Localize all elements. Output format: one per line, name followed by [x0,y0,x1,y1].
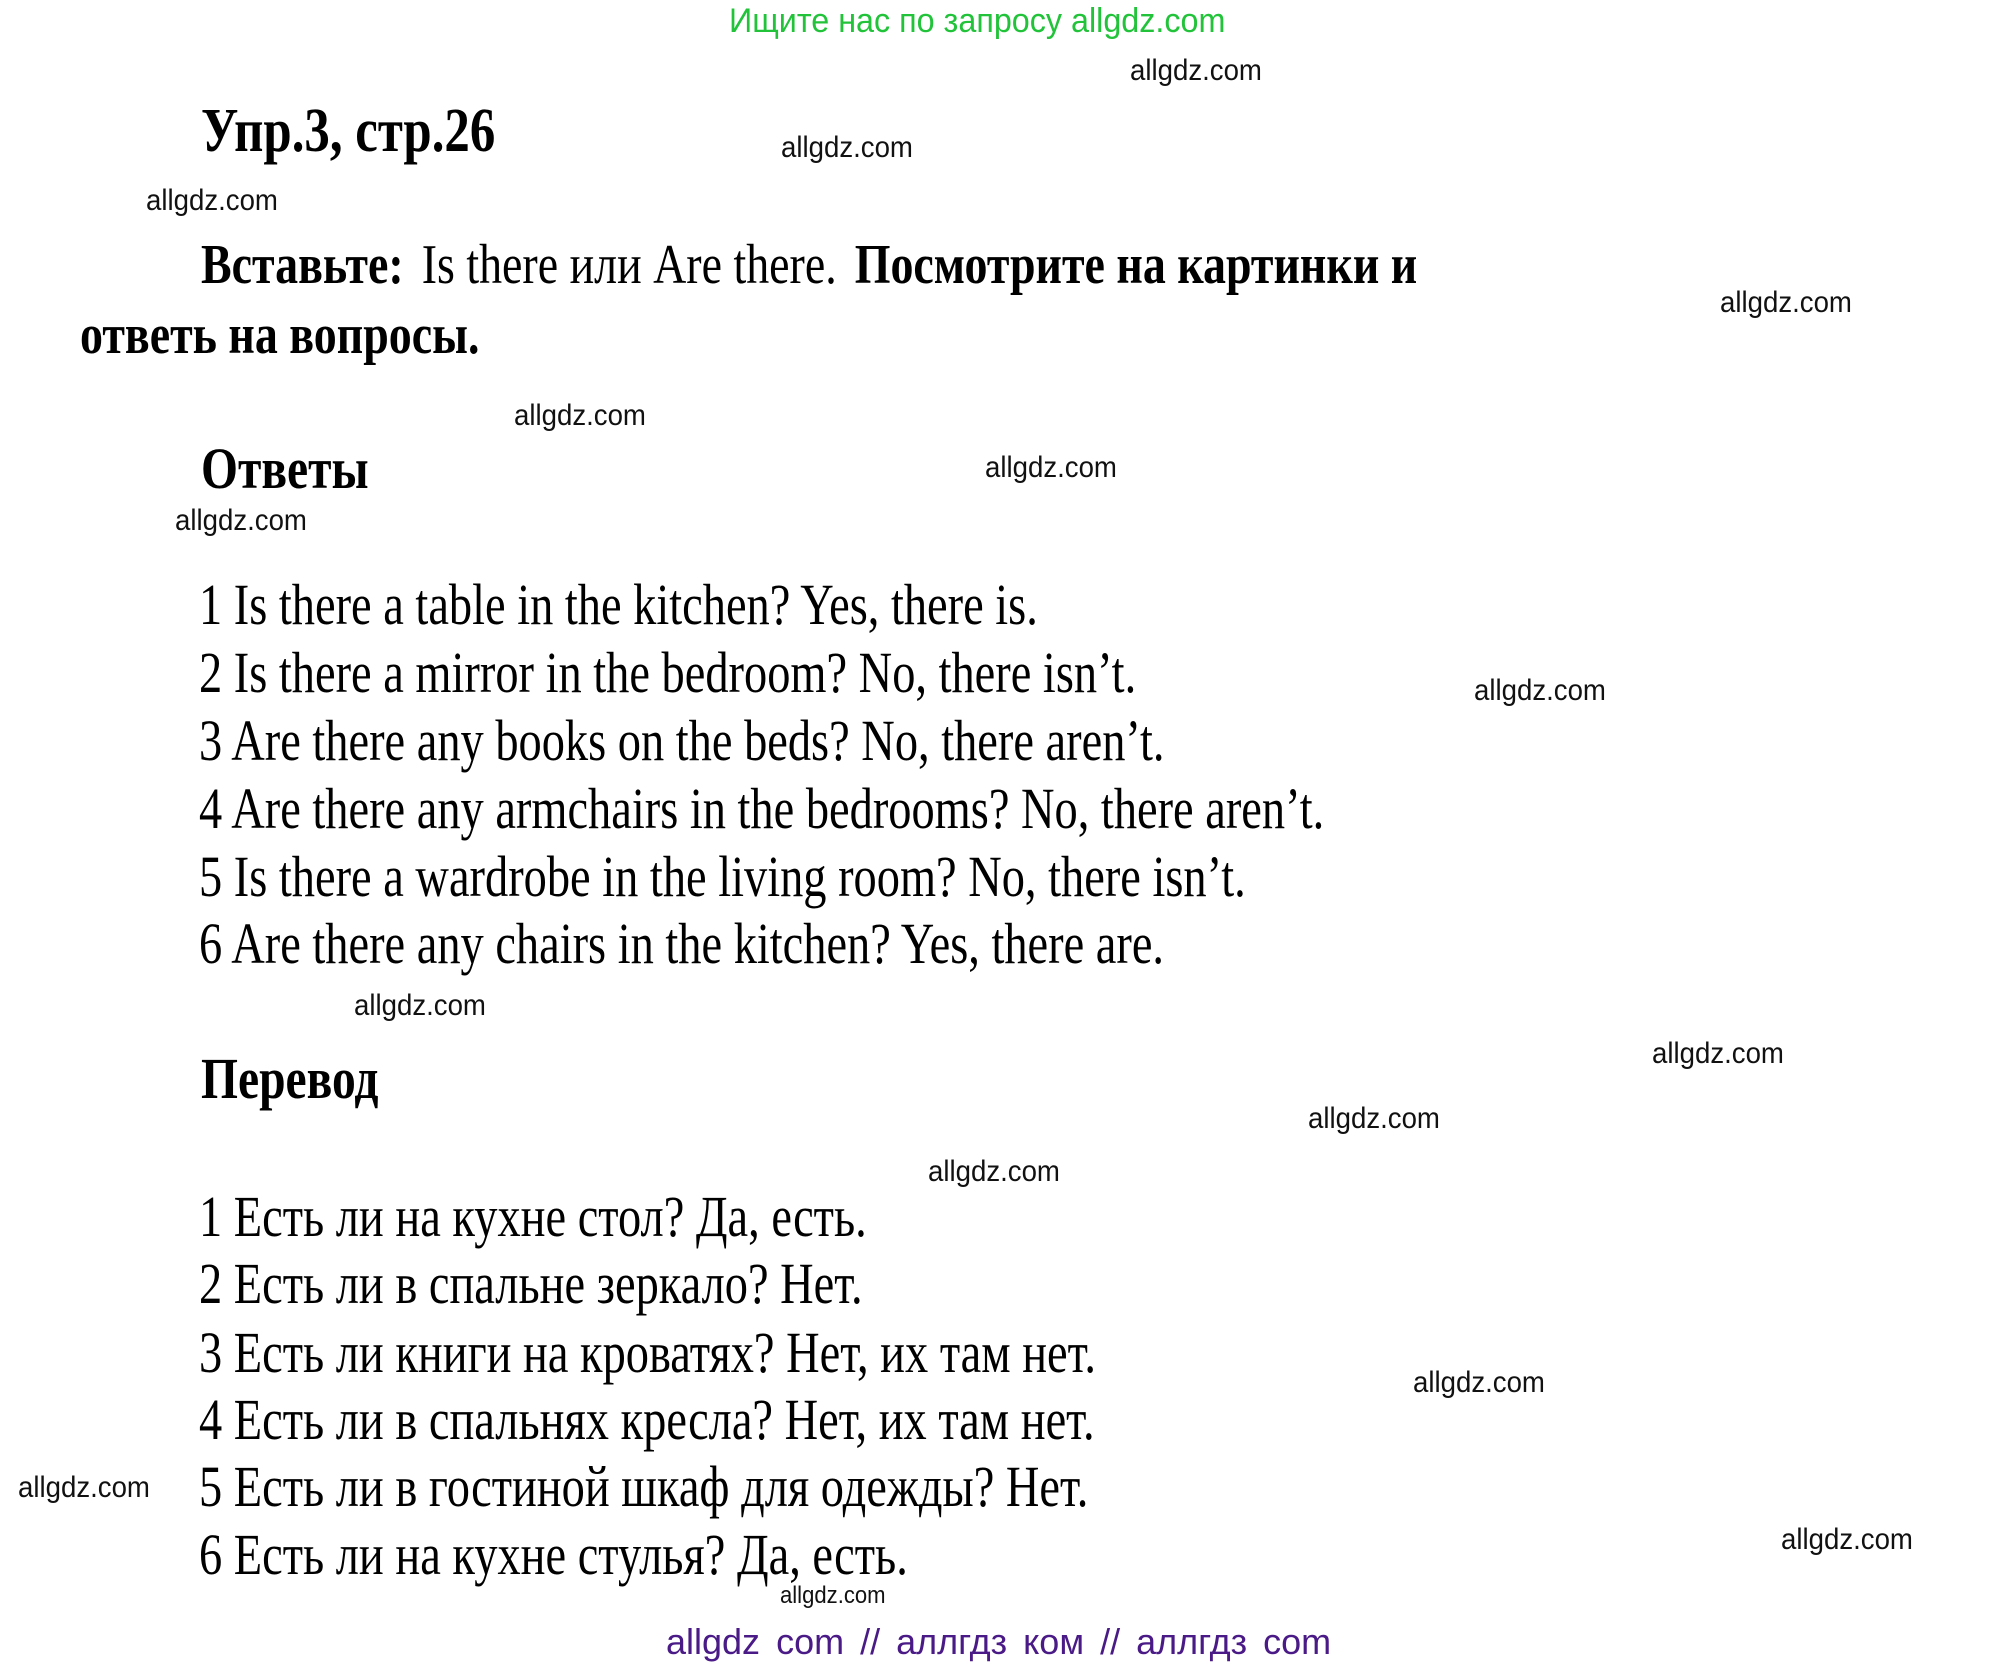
answer-item: 6 Are there any chairs in the kitchen? Yes, there are. [199,911,1165,976]
instruction-line-1 [201,234,1418,296]
watermark: allgdz.com [1720,286,1852,319]
translation-heading: Перевод [201,1046,379,1111]
watermark: allgdz.com [1130,54,1262,87]
answer-item: 2 Is there a mirror in the bedroom? No, there isn’t. [199,640,1137,705]
watermark: allgdz.com [1308,1102,1440,1135]
watermark: allgdz.com [1413,1366,1545,1399]
search-banner: Ищите нас по запросу allgdz.com [729,2,1226,40]
instruction-text: Is there или Are there. [421,234,837,296]
watermark: allgdz.com [1652,1037,1784,1070]
page-title: Упр.3, стр.26 [201,97,496,165]
instruction-bold-text-2: ответь на вопросы. [80,304,480,366]
instruction-line-2 [80,304,480,366]
translation-item: 5 Есть ли в гостиной шкаф для одежды? Нет. [199,1454,1089,1519]
instruction-label: Вставьте: [201,234,404,296]
watermark: allgdz.com [354,989,486,1022]
translation-item: 2 Есть ли в спальне зеркало? Нет. [199,1251,863,1316]
watermark: allgdz.com [985,451,1117,484]
translation-item: 1 Есть ли на кухне стол? Да, есть. [199,1184,867,1249]
watermark: allgdz.com [146,184,278,217]
answers-heading: Ответы [201,436,369,501]
answer-item: 5 Is there a wardrobe in the living room? No, there isn’t. [199,844,1246,909]
answer-item: 1 Is there a table in the kitchen? Yes, there is. [199,572,1038,637]
translation-item: 4 Есть ли в спальнях кресла? Нет, их там нет. [199,1387,1095,1452]
instruction-bold-text: Посмотрите на картинки и [854,234,1418,296]
answer-item: 3 Are there any books on the beds? No, there aren’t. [199,708,1165,773]
watermark: allgdz.com [18,1471,150,1504]
watermark: allgdz.com [780,1582,886,1609]
watermark: allgdz.com [781,131,913,164]
translation-item: 6 Есть ли на кухне стулья? Да, есть. [199,1522,908,1587]
watermark: allgdz.com [514,399,646,432]
translation-item: 3 Есть ли книги на кроватях? Нет, их там нет. [199,1320,1097,1385]
answer-item: 4 Are there any armchairs in the bedrooms? No, there aren’t. [199,776,1325,841]
watermark: allgdz.com [928,1155,1060,1188]
watermark: allgdz.com [1781,1523,1913,1556]
watermark: allgdz.com [1474,674,1606,707]
footer-links: allgdz com // аллгдз ком // аллгдз com [666,1621,1332,1662]
watermark: allgdz.com [175,504,307,537]
